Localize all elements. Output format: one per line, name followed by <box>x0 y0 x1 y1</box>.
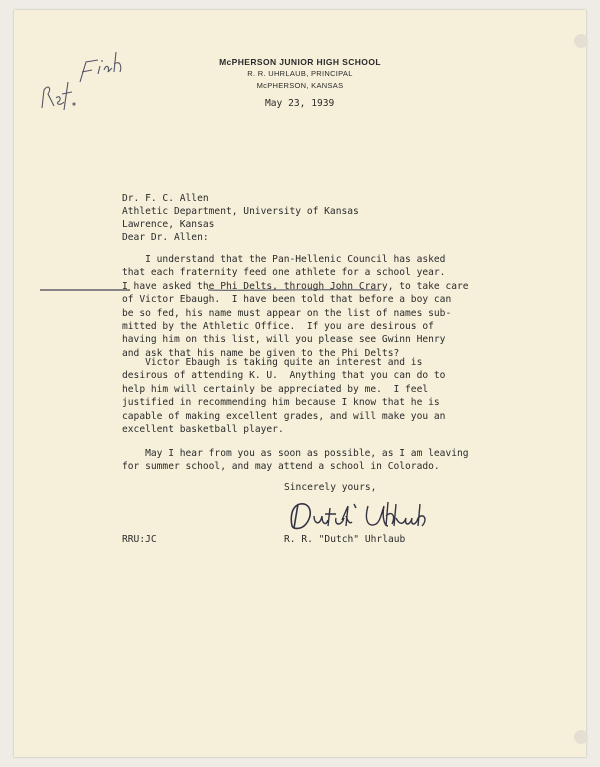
punch-hole <box>574 34 588 48</box>
handwritten-note <box>36 22 136 112</box>
closing: Sincerely yours, <box>284 482 377 493</box>
typist-initials: RRU:JC <box>122 534 157 545</box>
principal-line: R. R. UHRLAUB, PRINCIPAL <box>247 69 353 78</box>
recipient-city: Lawrence, Kansas <box>122 219 215 230</box>
paragraph-1: I understand that the Pan-Hellenic Council has asked that each fraternity feed one athlete for a school year. I have asked the Phi Delts, through John Crary, to take care of Victor Ebaugh. I have been told that before a boy can be so fed, his name must appear on the list of names sub- mitted by the Athletic Office. If you are desirous of having him on this list, will you please see Gwinn Henry and ask that his name be given to the Phi Delts? <box>122 254 469 359</box>
punch-hole <box>574 730 588 744</box>
school-name: McPHERSON JUNIOR HIGH SCHOOL <box>219 57 381 67</box>
recipient-department: Athletic Department, University of Kansas <box>122 206 359 217</box>
signer-name: R. R. "Dutch" Uhrlaub <box>284 534 406 545</box>
salutation: Dear Dr. Allen: <box>122 232 209 243</box>
recipient-name: Dr. F. C. Allen <box>122 193 209 204</box>
handwritten-signature <box>284 496 444 536</box>
recipient-address <box>122 192 359 231</box>
margin-pen-mark <box>40 288 130 292</box>
paragraph-2: Victor Ebaugh is taking quite an interest and is desirous of attending K. U. Anything that you can do to help him will certainly be appreciated by me. I feel justified in recommending him because I know that he is capable of making excellent grades, and will make you an excellent basketball player. <box>122 357 446 436</box>
location-line: McPHERSON, KANSAS <box>256 81 344 90</box>
pen-underline <box>208 288 380 292</box>
paragraph-3: May I hear from you as soon as possible, as I am leaving for summer school, and may attend a school in Colorado. <box>122 448 469 473</box>
letter-date: May 23, 1939 <box>265 98 335 109</box>
